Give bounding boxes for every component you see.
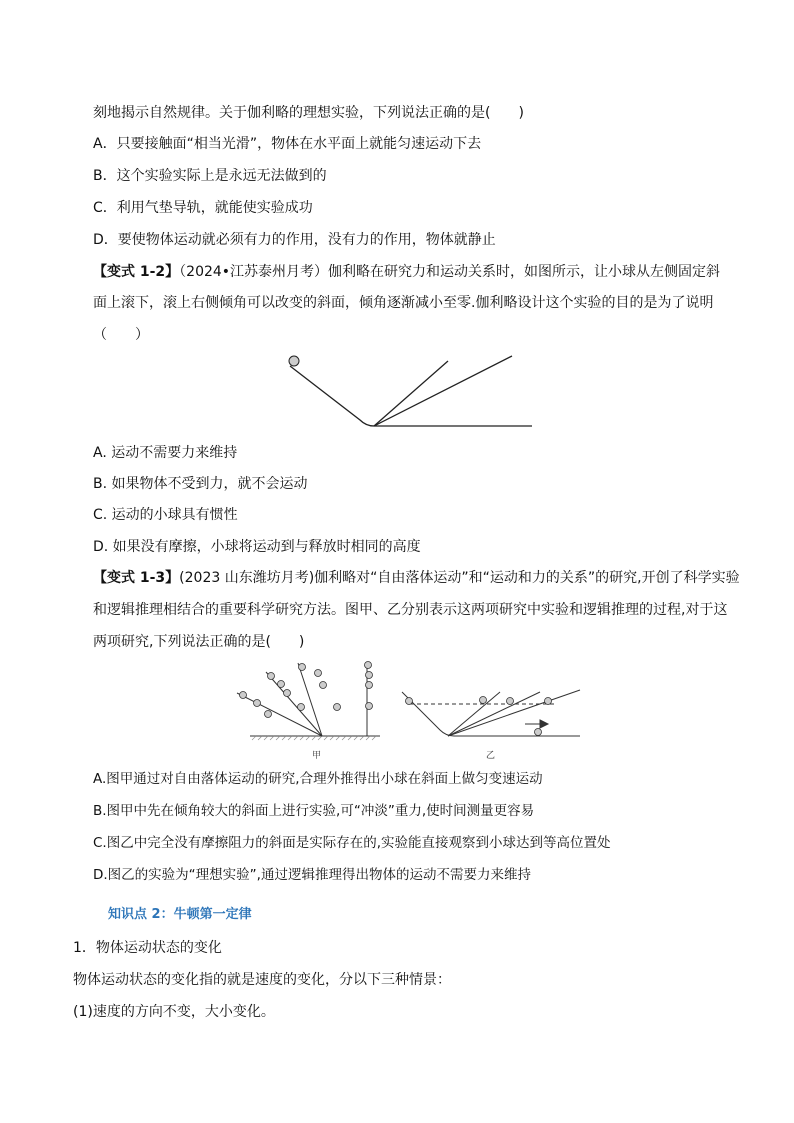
- q2-stem-line1: [93, 262, 720, 282]
- q3-option-d[interactable]: D.图乙的实验为“理想实验”,通过逻辑推理得出物体的运动不需要力来维持: [93, 867, 531, 883]
- knowledge-paragraph-2: (1)速度的方向不变，大小变化。: [73, 1004, 275, 1020]
- q1-option-d[interactable]: D．要使物体运动就必须有力的作用，没有力的作用，物体就静止: [93, 232, 496, 248]
- q3-option-a[interactable]: A.图甲通过对自由落体运动的研究,合理外推得出小球在斜面上做匀变速运动: [93, 771, 543, 787]
- q3-option-c[interactable]: C.图乙中完全没有摩擦阻力的斜面是实际存在的,实验能直接观察到小球达到等高位置处: [93, 835, 611, 851]
- q2-stem-text1: （2024•江苏泰州月考）伽利略在研究力和运动关系时，如图所示，让小球从左侧固定斜: [179, 264, 721, 280]
- q2-steep-right-slope: [374, 361, 448, 426]
- q2-option-b[interactable]: B. 如果物体不受到力，就不会运动: [93, 476, 308, 492]
- q2-left-slope-and-floor: [290, 366, 532, 426]
- q2-option-c[interactable]: C. 运动的小球具有惯性: [93, 507, 238, 523]
- q3-tag: 【变式 1-3】: [93, 570, 180, 586]
- knowledge-paragraph-1: 物体运动状态的变化指的就是速度的变化，分以下三种情景：: [73, 972, 451, 988]
- knowledge-point-title: 知识点 2：牛顿第一定律: [108, 907, 252, 922]
- q1-option-c[interactable]: C．利用气垫导轨，就能使实验成功: [93, 200, 313, 216]
- q2-shallow-right-slope: [374, 356, 512, 426]
- q2-stem-line2: 面上滚下，滚上右侧倾角可以改变的斜面，倾角逐渐减小至零.伽利略设计这个实验的目的是为了说明: [93, 295, 714, 311]
- q3-stem-line3: 两项研究,下列说法正确的是( ): [93, 634, 305, 650]
- q2-ball: [289, 356, 299, 366]
- q2-option-a[interactable]: A. 运动不需要力来维持: [93, 445, 238, 461]
- q2-option-d[interactable]: D. 如果没有摩擦，小球将运动到与释放时相同的高度: [93, 539, 421, 555]
- q2-tag: 【变式 1-2】: [93, 264, 180, 280]
- knowledge-item-1: 1．物体运动状态的变化: [73, 940, 222, 956]
- q2-stem-line3: （ ）: [93, 327, 149, 343]
- figure-yi: [402, 690, 580, 736]
- q3-stem-line2: 和逻辑推理相结合的重要科学研究方法。图甲、乙分别表示这两项研究中实验和逻辑推理的过程,对于这: [93, 602, 728, 618]
- figure-jia-label: 甲: [312, 751, 322, 761]
- q3-stem-text1: (2023 山东潍坊月考)伽利略对“自由落体运动”和“运动和力的关系”的研究,开创了科学实验: [179, 570, 740, 586]
- q3-stem-line1: [93, 568, 740, 588]
- q1-option-a[interactable]: A．只要接触面“相当光滑”，物体在水平面上就能匀速运动下去: [93, 136, 482, 152]
- q3-option-b[interactable]: B.图甲中先在倾角较大的斜面上进行实验,可“冲淡”重力,使时间测量更容易: [93, 803, 535, 819]
- q1-stem: 刻地揭示自然规律。关于伽利略的理想实验，下列说法正确的是( ): [93, 105, 524, 121]
- q1-option-b[interactable]: B．这个实验实际上是永远无法做到的: [93, 168, 327, 184]
- figure-jia: [237, 662, 380, 740]
- figure-yi-label: 乙: [486, 751, 496, 761]
